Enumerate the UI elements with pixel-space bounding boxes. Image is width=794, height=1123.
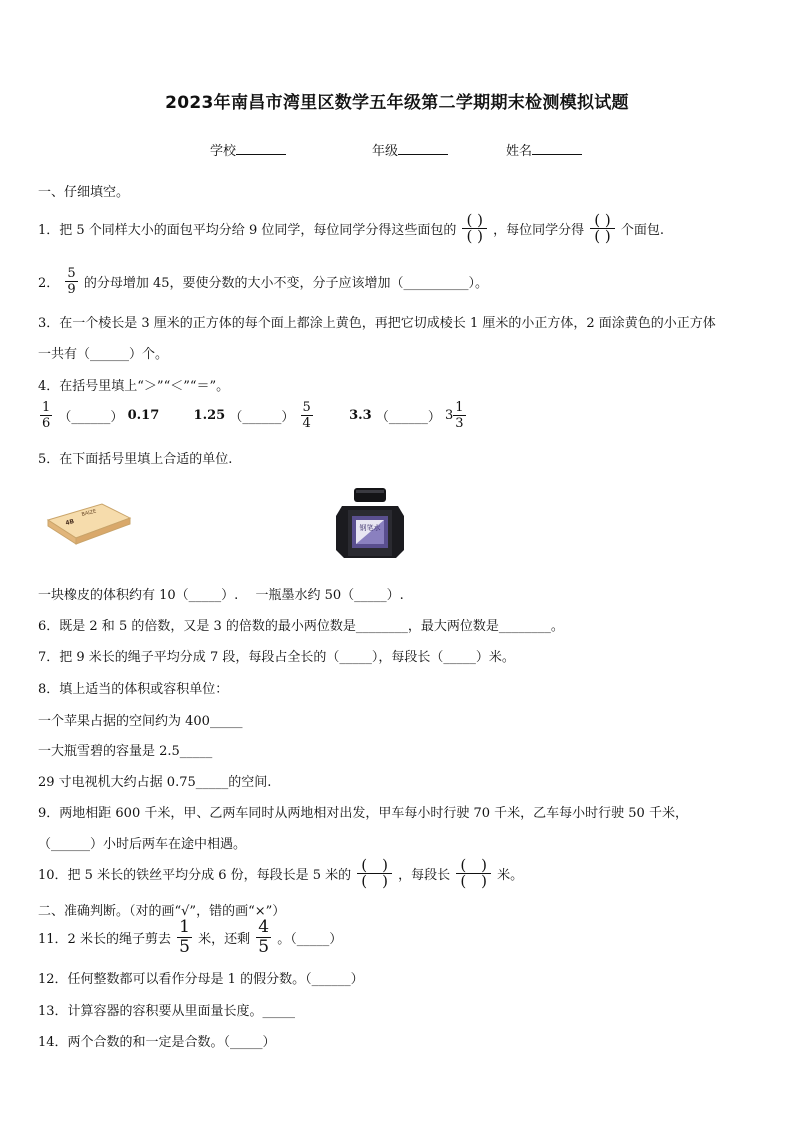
eraser-code: 4B xyxy=(64,518,75,527)
q4-a-denominator: 6 xyxy=(42,416,51,431)
name-label: 姓名 xyxy=(506,144,533,159)
section1-heading: 一、仔细填空。 xyxy=(38,185,130,200)
q2-numerator: 5 xyxy=(67,266,76,281)
grade-field xyxy=(372,140,448,159)
q1-frac1-numerator: ( ) xyxy=(466,211,483,229)
q4-c-value: 3.3 xyxy=(349,408,372,423)
question-11 xyxy=(38,918,342,957)
grade-blank xyxy=(398,142,448,155)
q10-text-a: 10．把 5 米长的铁丝平均分成 6 份，每段长是 5 米的 xyxy=(38,868,352,883)
q11-f2-denominator: 5 xyxy=(258,937,270,957)
question-8-line-4: 29 寸电视机大约占据 0.75_____的空间. xyxy=(38,775,272,790)
question-14: 14．两个合数的和一定是合数。（_____） xyxy=(38,1035,276,1050)
q4-a-blank: （______） xyxy=(58,410,124,425)
question-8-line-1: 8．填上适当的体积或容积单位： xyxy=(38,682,229,697)
question-2 xyxy=(38,266,488,297)
q11-text-b: 米，还剩 xyxy=(198,932,251,947)
question-1 xyxy=(38,213,664,244)
question-7: 7．把 9 米长的绳子平均分成 7 段，每段占全长的（_____），每段长（_____）米。 xyxy=(38,650,515,665)
q1-frac2-denominator: ( ) xyxy=(594,227,611,245)
ink-label-text: 钢笔水 xyxy=(359,524,381,532)
q4-c-integer: 3 xyxy=(444,408,454,423)
question-9-line-1: 9．两地相距 600 千米，甲、乙两车同时从两地相对出发，甲车每小时行驶 70 千米，乙车每小时行驶 50 千米， xyxy=(38,806,688,821)
name-blank xyxy=(532,142,582,155)
grade-label: 年级 xyxy=(372,144,399,159)
question-12: 12．任何整数都可以看作分母是 1 的假分数。（______） xyxy=(38,972,364,987)
q10-frac1-numerator: ( ) xyxy=(361,856,389,874)
q10-frac2-numerator: ( ) xyxy=(460,856,488,874)
q11-f1-numerator: 1 xyxy=(179,917,190,937)
q10-text-b: ，每段长 xyxy=(398,868,451,883)
q4-b-denominator: 4 xyxy=(302,416,311,431)
q11-fraction-1 xyxy=(177,918,192,957)
q10-blank-fraction-2 xyxy=(456,858,491,889)
q10-blank-fraction-1 xyxy=(357,858,392,889)
q1-blank-fraction-2 xyxy=(590,213,614,244)
q2-text: 的分母增加 45，要使分数的大小不变，分子应该增加（__________）。 xyxy=(83,276,489,291)
q4-b-value: 1.25 xyxy=(193,408,226,423)
eraser-image xyxy=(44,498,134,546)
question-6: 6．既是 2 和 5 的倍数，又是 3 的倍数的最小两位数是________，最大两位数是________。 xyxy=(38,619,564,634)
q10-frac1-denominator: ( ) xyxy=(361,872,389,890)
q2-denominator: 9 xyxy=(67,282,76,297)
question-4-line-1: 4．在括号里填上“＞”“＜”“＝”。 xyxy=(38,379,230,394)
question-5-line-2: 一块橡皮的体积约有 10（_____）. 一瓶墨水约 50（_____）. xyxy=(38,588,404,603)
q2-fraction xyxy=(65,266,77,297)
q4-c-denominator: 3 xyxy=(455,416,464,431)
page-title: 2023年南昌市湾里区数学五年级第二学期期末检测模拟试题 xyxy=(165,93,629,113)
q1-frac1-denominator: ( ) xyxy=(466,227,483,245)
q1-frac2-numerator: ( ) xyxy=(594,211,611,229)
q10-frac2-denominator: ( ) xyxy=(460,872,488,890)
q11-text-a: 11．2 米长的绳子剪去 xyxy=(38,932,171,947)
section2-heading: 二、准确判断。（对的画“√”，错的画“×”） xyxy=(38,904,286,919)
q4-c-blank: （______） xyxy=(375,410,441,425)
q4-c-numerator: 1 xyxy=(455,400,464,415)
q4-a-value: 0.17 xyxy=(127,408,160,423)
question-9-line-2: （______）小时后两车在途中相遇。 xyxy=(38,837,247,852)
question-8-line-3: 一大瓶雪碧的容量是 2.5_____ xyxy=(38,744,213,759)
question-13: 13．计算容器的容积要从里面量长度。_____ xyxy=(38,1004,296,1019)
q2-number: 2． xyxy=(38,276,60,291)
question-10 xyxy=(38,858,523,889)
school-field xyxy=(210,140,286,159)
q4-a-numerator: 1 xyxy=(42,400,51,415)
question-3-line-1: 3．在一个棱长是 3 厘米的正方体的每个面上都涂上黄色，再把它切成棱长 1 厘米的小正方体，2 面涂黄色的小正方体 xyxy=(38,316,716,331)
eraser-brand: BAIZE xyxy=(81,508,97,518)
question-8-line-2: 一个苹果占据的空间约为 400_____ xyxy=(38,714,243,729)
school-blank xyxy=(236,142,286,155)
q11-text-c: 。（_____） xyxy=(277,932,343,947)
eraser-illustration xyxy=(44,498,134,546)
q10-text-c: 米。 xyxy=(497,868,524,883)
q11-fraction-2 xyxy=(256,918,271,957)
q11-f1-denominator: 5 xyxy=(179,937,190,957)
q4-b-blank: （______） xyxy=(229,410,295,425)
q4-b-numerator: 5 xyxy=(302,400,311,415)
question-5-line-1: 5．在下面括号里填上合适的单位. xyxy=(38,452,233,467)
question-4-comparisons xyxy=(38,400,468,431)
school-label: 学校 xyxy=(210,144,237,159)
q4-frac-b xyxy=(301,400,313,431)
name-field xyxy=(506,140,582,159)
q1-text-b: ，每位同学分得 xyxy=(493,223,585,238)
q1-text-c: 个面包. xyxy=(620,223,665,238)
ink-bottle-image xyxy=(332,486,408,560)
q1-text-a: 1．把 5 个同样大小的面包平均分给 9 位同学，每位同学分得这些面包的 xyxy=(38,223,457,238)
q11-f2-numerator: 4 xyxy=(258,917,270,937)
q1-blank-fraction-1 xyxy=(462,213,486,244)
q4-frac-a xyxy=(40,400,52,431)
ink-bottle-illustration xyxy=(332,486,408,560)
q4-frac-c xyxy=(453,400,465,431)
question-3-line-2: 一共有（______）个。 xyxy=(38,347,169,362)
